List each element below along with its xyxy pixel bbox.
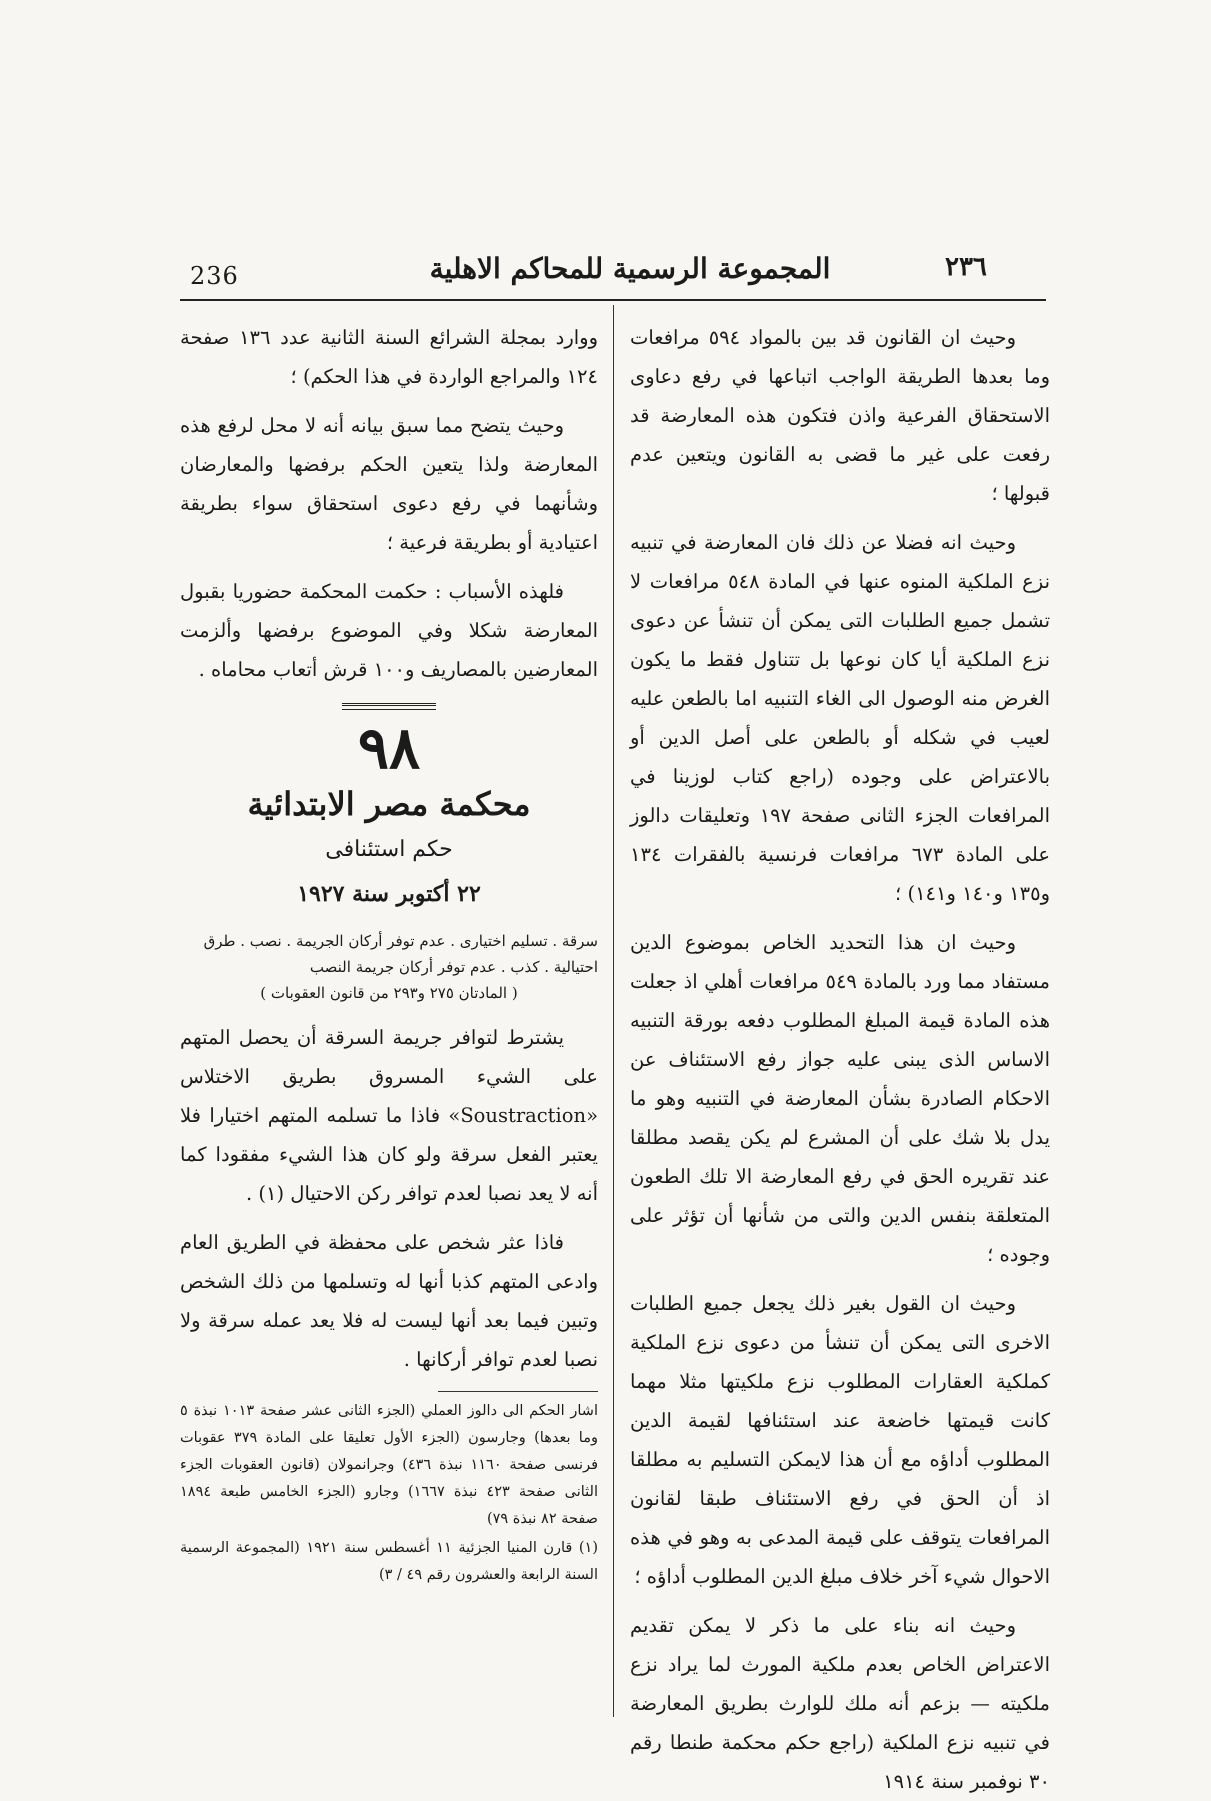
case-number: ٩٨ <box>357 714 421 782</box>
keywords-line: احتيالية . كذب . عدم توفر أركان جريمة النصب <box>309 958 598 976</box>
paragraph: وحيث يتضح مما سبق بيانه أنه لا محل لرفع هذه المعارضة ولذا يتعين الحكم برفضها والمعارضان وشأنهما في رفع دعوى استحقاق سواء بطريقة اعتيادية أو بطريقة فرعية ؛ <box>180 414 598 554</box>
page-number-latin: 236 <box>190 262 239 290</box>
page-header-title: المجموعة الرسمية للمحاكم الاهلية <box>429 252 831 285</box>
section-separator <box>342 703 436 710</box>
legal-principle: فاذا عثر شخص على محفظة في الطريق العام وادعى المتهم كذبا أنها له وتسلمها من ذلك الشخص وتبين فيما بعد أنها ليست له فلا يعد عمله سرقة ولا نصبا لعدم توافر أركانها . <box>180 1231 598 1371</box>
paragraph: وحيث ان القانون قد بين بالمواد ٥٩٤ مرافعات وما بعدها الطريقة الواجب اتباعها في رفع دعاوى الاستحقاق الفرعية واذن فتكون هذه المعارضة قد رفعت على غير ما قضى به القانون ويتعين عدم قبولها ؛ <box>630 326 1050 505</box>
ruling-type: حكم استئنافى <box>325 837 453 862</box>
paragraph: وحيث انه بناء على ما ذكر لا يمكن تقديم الاعتراض الخاص بعدم ملكية المورث لما يراد نزع ملكيته — بزعم أنه ملك للوارث بطريق المعارضة في تنبيه نزع الملكية (راجع حكم محكمة طنطا رقم ٣٠ نوفمبر سنة ١٩١٤ <box>630 1614 1050 1793</box>
ruling-date: ٢٢ أكتوبر سنة ١٩٢٧ <box>297 881 481 907</box>
court-name: محكمة مصر الابتدائية <box>247 785 531 823</box>
right-column <box>630 318 1050 1801</box>
legal-principle: يشترط لتوافر جريمة السرقة أن يحصل المتهم على الشيء المسروق بطريق الاختلاس «Soustraction» فاذا ما تسلمه المتهم اختيارا فلا يعتبر الفعل سرقة ولو كان هذا الشيء مفقودا كما أنه لا يعد نصبا لعدم توافر ركن الاحتيال (١) . <box>180 1026 598 1205</box>
footnote-rule <box>438 1391 598 1392</box>
header-rule <box>180 299 1046 301</box>
column-divider <box>613 305 614 1717</box>
paragraph: وحيث انه فضلا عن ذلك فان المعارضة في تنبيه نزع الملكية المنوه عنها في المادة ٥٤٨ مرافعات لا تشمل جميع الطلبات التى يمكن أن تنشأ عن دعوى نزع الملكية أيا كان نوعها بل تتناول فقط ما يكون الغرض منه الوصول الى الغاء التنبيه اما بالطعن عليه لعيب في شكله أو بالطعن على أصل الدين أو بالاعتراض على وجوده (راجع كتاب لوزينا في المرافعات الجزء الثانى صفحة ١٩٧ وتعليقات دالوز على المادة ٦٧٣ مرافعات فرنسية بالفقرات ١٣٤ و١٣٥ و١٤٠ و١٤١) ؛ <box>630 531 1050 905</box>
paragraph: فلهذه الأسباب : حكمت المحكمة حضوريا بقبول المعارضة شكلا وفي الموضوع برفضها وألزمت المعارضين بالمصاريف و١٠٠ قرش أتعاب محاماه . <box>180 580 598 681</box>
paragraph: وحيث ان هذا التحديد الخاص بموضوع الدين مستفاد مما ورد بالمادة ٥٤٩ مرافعات أهلي اذ جعلت هذه المادة قيمة المبلغ المطلوب دفعه بورقة التنبيه الاساس الذى يبنى عليه جواز رفع الاستئناف عن الاحكام الصادرة بشأن المعارضة في التنبيه وهو ما يدل بلا شك على أن المشرع لم يكن يقصد مطلقا عند تقريره الحق في رفع المعارضة الا تلك الطعون المتعلقة بنفس الدين والتى من شأنها أن تؤثر على وجوده ؛ <box>630 931 1050 1266</box>
left-column <box>180 318 598 1589</box>
paragraph: ووارد بمجلة الشرائع السنة الثانية عدد ١٣٦ صفحة ١٢٤ والمراجع الواردة في هذا الحكم) ؛ <box>180 326 599 388</box>
law-reference: ( المادتان ٢٧٥ و٢٩٣ من قانون العقوبات ) <box>260 984 518 1002</box>
footnote: اشار الحكم الى دالوز العملي (الجزء الثانى عشر صفحة ١٠١٣ نبذة ٥ وما بعدها) وجارسون (الجزء الأول تعليقا على المادة ٣٧٩ عقوبات فرنسى صفحة ١١٦٠ نبذة ٤٣٦) وجرانمولان (قانون العقوبات الجزء الثانى صفحة ٤٢٣ نبذة ١٦٦٧) وجارو (الجزء الخامس طبعة ١٨٩٤ صفحة ٨٢ نبذة ٧٩) <box>180 1403 598 1527</box>
case-keywords <box>180 928 598 1006</box>
keywords-line: سرقة . تسليم اختيارى . عدم توفر أركان الجريمة . نصب . طرق <box>203 932 598 950</box>
page-number-arabic: ٢٣٦ <box>945 252 987 282</box>
footnotes <box>180 1398 598 1589</box>
paragraph: وحيث ان القول بغير ذلك يجعل جميع الطلبات الاخرى التى يمكن أن تنشأ من دعوى نزع الملكية كملكية العقارات المطلوب نزع ملكيتها مثلا مهما كانت قيمتها خاضعة عند استئنافها لقيمة الدين المطلوب أداؤه مع أن هذا لايمكن التسليم به مطلقا اذ أن الحق في رفع الاستئناف طبقا لقانون المرافعات يتوقف على قيمة المدعى به وهو في هذه الاحوال شيء آخر خلاف مبلغ الدين المطلوب أداؤه ؛ <box>630 1292 1050 1588</box>
footnote: (١) قارن المنيا الجزئية ١١ أغسطس سنة ١٩٢١ (المجموعة الرسمية السنة الرابعة والعشرون رقم ٤٩ / ٣) <box>180 1540 598 1583</box>
